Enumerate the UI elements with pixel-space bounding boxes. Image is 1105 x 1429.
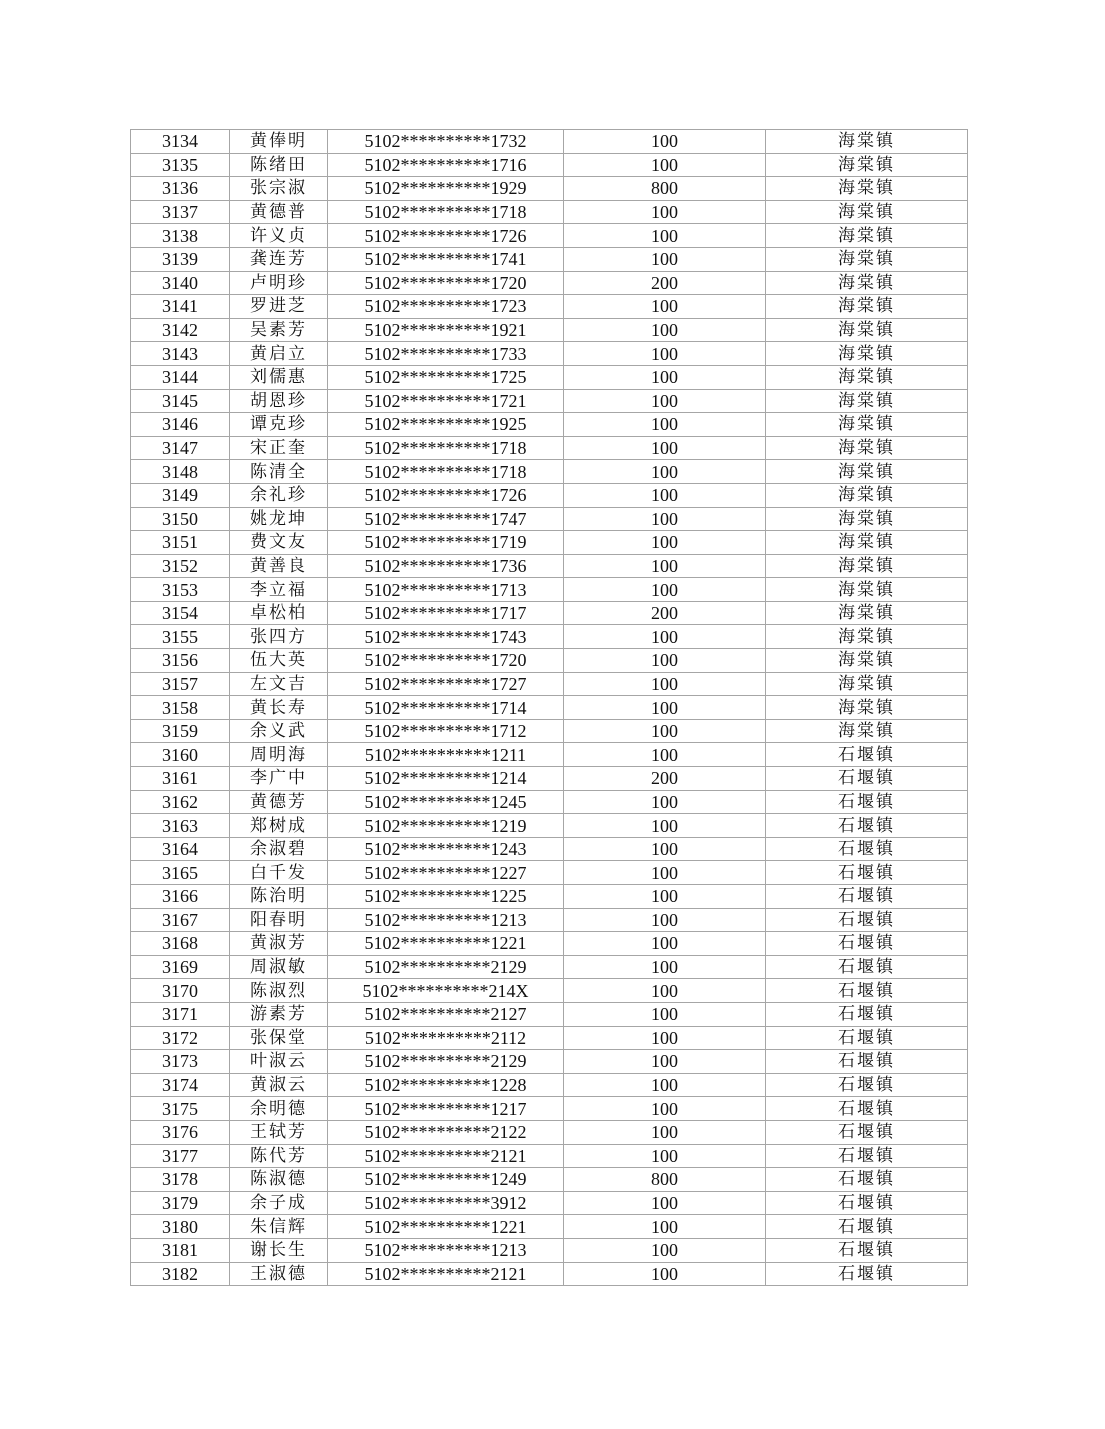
row-number-cell: 3139 <box>131 247 230 271</box>
row-number-cell: 3168 <box>131 932 230 956</box>
amount-cell: 100 <box>564 979 766 1003</box>
row-number-cell: 3156 <box>131 649 230 673</box>
row-number-cell: 3182 <box>131 1262 230 1286</box>
town-cell: 海棠镇 <box>766 177 968 201</box>
row-number-cell: 3162 <box>131 790 230 814</box>
table-row <box>131 625 968 649</box>
row-number-cell: 3172 <box>131 1026 230 1050</box>
town-cell: 海棠镇 <box>766 672 968 696</box>
row-number-cell: 3164 <box>131 837 230 861</box>
name-cell: 费文友 <box>230 531 328 555</box>
id-number-cell: 5102**********1227 <box>328 861 564 885</box>
town-cell: 石堰镇 <box>766 1191 968 1215</box>
row-number-cell: 3177 <box>131 1144 230 1168</box>
name-cell: 黄俸明 <box>230 130 328 154</box>
amount-cell: 100 <box>564 365 766 389</box>
amount-cell: 100 <box>564 672 766 696</box>
table-row <box>131 837 968 861</box>
table-row <box>131 649 968 673</box>
row-number-cell: 3159 <box>131 719 230 743</box>
id-number-cell: 5102**********1213 <box>328 1238 564 1262</box>
row-number-cell: 3144 <box>131 365 230 389</box>
row-number-cell: 3138 <box>131 224 230 248</box>
amount-cell: 100 <box>564 460 766 484</box>
town-cell: 石堰镇 <box>766 1238 968 1262</box>
table-row <box>131 1002 968 1026</box>
table-row <box>131 979 968 1003</box>
table-row <box>131 365 968 389</box>
name-cell: 余子成 <box>230 1191 328 1215</box>
row-number-cell: 3165 <box>131 861 230 885</box>
table-row <box>131 1191 968 1215</box>
id-number-cell: 5102**********1714 <box>328 696 564 720</box>
town-cell: 海棠镇 <box>766 531 968 555</box>
name-cell: 张宗淑 <box>230 177 328 201</box>
amount-cell: 100 <box>564 908 766 932</box>
id-number-cell: 5102**********1717 <box>328 601 564 625</box>
table-row <box>131 1238 968 1262</box>
row-number-cell: 3171 <box>131 1002 230 1026</box>
name-cell: 周明海 <box>230 743 328 767</box>
amount-cell: 800 <box>564 177 766 201</box>
name-cell: 阳春明 <box>230 908 328 932</box>
id-number-cell: 5102**********2112 <box>328 1026 564 1050</box>
table-row <box>131 790 968 814</box>
amount-cell: 100 <box>564 318 766 342</box>
amount-cell: 100 <box>564 1238 766 1262</box>
town-cell: 海棠镇 <box>766 247 968 271</box>
row-number-cell: 3152 <box>131 554 230 578</box>
id-number-cell: 5102**********1245 <box>328 790 564 814</box>
name-cell: 左文吉 <box>230 672 328 696</box>
amount-cell: 100 <box>564 153 766 177</box>
name-cell: 朱信辉 <box>230 1215 328 1239</box>
table-row <box>131 885 968 909</box>
row-number-cell: 3154 <box>131 601 230 625</box>
table-row <box>131 696 968 720</box>
amount-cell: 100 <box>564 696 766 720</box>
town-cell: 海棠镇 <box>766 365 968 389</box>
name-cell: 陈淑德 <box>230 1168 328 1192</box>
name-cell: 伍大英 <box>230 649 328 673</box>
table-row <box>131 1262 968 1286</box>
town-cell: 海棠镇 <box>766 554 968 578</box>
town-cell: 石堰镇 <box>766 955 968 979</box>
row-number-cell: 3150 <box>131 507 230 531</box>
amount-cell: 100 <box>564 130 766 154</box>
id-number-cell: 5102**********1719 <box>328 531 564 555</box>
table-row <box>131 436 968 460</box>
name-cell: 吴素芳 <box>230 318 328 342</box>
table-row <box>131 413 968 437</box>
town-cell: 海棠镇 <box>766 625 968 649</box>
amount-cell: 100 <box>564 578 766 602</box>
table-row <box>131 342 968 366</box>
amount-cell: 100 <box>564 1050 766 1074</box>
id-number-cell: 5102**********1221 <box>328 1215 564 1239</box>
town-cell: 石堰镇 <box>766 979 968 1003</box>
amount-cell: 100 <box>564 247 766 271</box>
name-cell: 周淑敏 <box>230 955 328 979</box>
town-cell: 石堰镇 <box>766 1097 968 1121</box>
name-cell: 余明德 <box>230 1097 328 1121</box>
id-number-cell: 5102**********1243 <box>328 837 564 861</box>
id-number-cell: 5102**********1718 <box>328 436 564 460</box>
town-cell: 海棠镇 <box>766 601 968 625</box>
table-row <box>131 247 968 271</box>
town-cell: 海棠镇 <box>766 578 968 602</box>
name-cell: 陈绪田 <box>230 153 328 177</box>
name-cell: 黄长寿 <box>230 696 328 720</box>
amount-cell: 100 <box>564 1262 766 1286</box>
table-row <box>131 1144 968 1168</box>
amount-cell: 100 <box>564 885 766 909</box>
town-cell: 海棠镇 <box>766 342 968 366</box>
town-cell: 石堰镇 <box>766 908 968 932</box>
row-number-cell: 3155 <box>131 625 230 649</box>
id-number-cell: 5102**********1213 <box>328 908 564 932</box>
name-cell: 胡恩珍 <box>230 389 328 413</box>
id-number-cell: 5102**********1221 <box>328 932 564 956</box>
table-row <box>131 224 968 248</box>
id-number-cell: 5102**********1217 <box>328 1097 564 1121</box>
row-number-cell: 3166 <box>131 885 230 909</box>
row-number-cell: 3176 <box>131 1120 230 1144</box>
town-cell: 石堰镇 <box>766 1168 968 1192</box>
id-number-cell: 5102**********1718 <box>328 460 564 484</box>
name-cell: 李广中 <box>230 767 328 791</box>
table-row <box>131 908 968 932</box>
id-number-cell: 5102**********214X <box>328 979 564 1003</box>
table-row <box>131 460 968 484</box>
table-row <box>131 318 968 342</box>
table-row <box>131 672 968 696</box>
id-number-cell: 5102**********1716 <box>328 153 564 177</box>
town-cell: 海棠镇 <box>766 389 968 413</box>
amount-cell: 100 <box>564 955 766 979</box>
amount-cell: 100 <box>564 719 766 743</box>
id-number-cell: 5102**********1225 <box>328 885 564 909</box>
row-number-cell: 3170 <box>131 979 230 1003</box>
amount-cell: 100 <box>564 436 766 460</box>
town-cell: 石堰镇 <box>766 814 968 838</box>
name-cell: 余礼珍 <box>230 483 328 507</box>
table-row <box>131 295 968 319</box>
row-number-cell: 3153 <box>131 578 230 602</box>
name-cell: 黄善良 <box>230 554 328 578</box>
town-cell: 海棠镇 <box>766 696 968 720</box>
table-row <box>131 1026 968 1050</box>
id-number-cell: 5102**********1925 <box>328 413 564 437</box>
town-cell: 石堰镇 <box>766 885 968 909</box>
name-cell: 张保堂 <box>230 1026 328 1050</box>
table-row <box>131 719 968 743</box>
name-cell: 谢长生 <box>230 1238 328 1262</box>
amount-cell: 800 <box>564 1168 766 1192</box>
table-row <box>131 271 968 295</box>
town-cell: 海棠镇 <box>766 649 968 673</box>
id-number-cell: 5102**********1720 <box>328 649 564 673</box>
town-cell: 海棠镇 <box>766 200 968 224</box>
name-cell: 王轼芳 <box>230 1120 328 1144</box>
name-cell: 游素芳 <box>230 1002 328 1026</box>
row-number-cell: 3161 <box>131 767 230 791</box>
amount-cell: 100 <box>564 814 766 838</box>
row-number-cell: 3181 <box>131 1238 230 1262</box>
name-cell: 陈治明 <box>230 885 328 909</box>
town-cell: 海棠镇 <box>766 460 968 484</box>
name-cell: 张四方 <box>230 625 328 649</box>
table-row <box>131 1097 968 1121</box>
name-cell: 黄启立 <box>230 342 328 366</box>
amount-cell: 100 <box>564 224 766 248</box>
name-cell: 卓松柏 <box>230 601 328 625</box>
amount-cell: 100 <box>564 790 766 814</box>
town-cell: 石堰镇 <box>766 837 968 861</box>
row-number-cell: 3148 <box>131 460 230 484</box>
name-cell: 郑树成 <box>230 814 328 838</box>
name-cell: 李立福 <box>230 578 328 602</box>
id-number-cell: 5102**********1712 <box>328 719 564 743</box>
town-cell: 海棠镇 <box>766 318 968 342</box>
amount-cell: 100 <box>564 1073 766 1097</box>
table-row <box>131 601 968 625</box>
table-row <box>131 177 968 201</box>
id-number-cell: 5102**********1929 <box>328 177 564 201</box>
name-cell: 姚龙坤 <box>230 507 328 531</box>
id-number-cell: 5102**********2122 <box>328 1120 564 1144</box>
name-cell: 龚连芳 <box>230 247 328 271</box>
table-row <box>131 507 968 531</box>
town-cell: 石堰镇 <box>766 1215 968 1239</box>
id-number-cell: 5102**********2129 <box>328 1050 564 1074</box>
table-row <box>131 483 968 507</box>
town-cell: 海棠镇 <box>766 271 968 295</box>
row-number-cell: 3160 <box>131 743 230 767</box>
town-cell: 海棠镇 <box>766 483 968 507</box>
amount-cell: 100 <box>564 625 766 649</box>
name-cell: 黄德芳 <box>230 790 328 814</box>
town-cell: 石堰镇 <box>766 1073 968 1097</box>
row-number-cell: 3158 <box>131 696 230 720</box>
town-cell: 海棠镇 <box>766 413 968 437</box>
amount-cell: 100 <box>564 1026 766 1050</box>
row-number-cell: 3179 <box>131 1191 230 1215</box>
amount-cell: 100 <box>564 1002 766 1026</box>
id-number-cell: 5102**********1720 <box>328 271 564 295</box>
amount-cell: 100 <box>564 342 766 366</box>
amount-cell: 100 <box>564 200 766 224</box>
id-number-cell: 5102**********2121 <box>328 1262 564 1286</box>
id-number-cell: 5102**********1713 <box>328 578 564 602</box>
amount-cell: 100 <box>564 837 766 861</box>
amount-cell: 100 <box>564 1144 766 1168</box>
town-cell: 石堰镇 <box>766 1262 968 1286</box>
name-cell: 叶淑云 <box>230 1050 328 1074</box>
name-cell: 宋正奎 <box>230 436 328 460</box>
town-cell: 海棠镇 <box>766 436 968 460</box>
row-number-cell: 3142 <box>131 318 230 342</box>
town-cell: 石堰镇 <box>766 790 968 814</box>
table-row <box>131 743 968 767</box>
id-number-cell: 5102**********1736 <box>328 554 564 578</box>
town-cell: 石堰镇 <box>766 1120 968 1144</box>
roster-table <box>130 129 968 1286</box>
row-number-cell: 3135 <box>131 153 230 177</box>
row-number-cell: 3137 <box>131 200 230 224</box>
town-cell: 石堰镇 <box>766 932 968 956</box>
name-cell: 罗进芝 <box>230 295 328 319</box>
id-number-cell: 5102**********2129 <box>328 955 564 979</box>
table-row <box>131 1168 968 1192</box>
row-number-cell: 3141 <box>131 295 230 319</box>
name-cell: 黄德普 <box>230 200 328 224</box>
id-number-cell: 5102**********1214 <box>328 767 564 791</box>
amount-cell: 100 <box>564 1191 766 1215</box>
row-number-cell: 3163 <box>131 814 230 838</box>
town-cell: 海棠镇 <box>766 224 968 248</box>
id-number-cell: 5102**********3912 <box>328 1191 564 1215</box>
row-number-cell: 3180 <box>131 1215 230 1239</box>
row-number-cell: 3174 <box>131 1073 230 1097</box>
amount-cell: 100 <box>564 1120 766 1144</box>
table-row <box>131 200 968 224</box>
name-cell: 陈淑烈 <box>230 979 328 1003</box>
id-number-cell: 5102**********1723 <box>328 295 564 319</box>
table-row <box>131 130 968 154</box>
row-number-cell: 3145 <box>131 389 230 413</box>
amount-cell: 100 <box>564 932 766 956</box>
row-number-cell: 3134 <box>131 130 230 154</box>
row-number-cell: 3151 <box>131 531 230 555</box>
table-row <box>131 1120 968 1144</box>
id-number-cell: 5102**********1726 <box>328 224 564 248</box>
row-number-cell: 3147 <box>131 436 230 460</box>
row-number-cell: 3175 <box>131 1097 230 1121</box>
id-number-cell: 5102**********1725 <box>328 365 564 389</box>
id-number-cell: 5102**********1741 <box>328 247 564 271</box>
id-number-cell: 5102**********1228 <box>328 1073 564 1097</box>
name-cell: 黄淑芳 <box>230 932 328 956</box>
name-cell: 许义贞 <box>230 224 328 248</box>
town-cell: 石堰镇 <box>766 743 968 767</box>
town-cell: 石堰镇 <box>766 1002 968 1026</box>
id-number-cell: 5102**********1733 <box>328 342 564 366</box>
id-number-cell: 5102**********1747 <box>328 507 564 531</box>
town-cell: 海棠镇 <box>766 719 968 743</box>
row-number-cell: 3149 <box>131 483 230 507</box>
amount-cell: 100 <box>564 389 766 413</box>
table-row <box>131 814 968 838</box>
name-cell: 白千发 <box>230 861 328 885</box>
table-row <box>131 861 968 885</box>
id-number-cell: 5102**********1718 <box>328 200 564 224</box>
amount-cell: 200 <box>564 767 766 791</box>
town-cell: 海棠镇 <box>766 153 968 177</box>
id-number-cell: 5102**********1743 <box>328 625 564 649</box>
name-cell: 刘儒惠 <box>230 365 328 389</box>
amount-cell: 100 <box>564 743 766 767</box>
amount-cell: 100 <box>564 483 766 507</box>
amount-cell: 100 <box>564 861 766 885</box>
town-cell: 石堰镇 <box>766 861 968 885</box>
row-number-cell: 3146 <box>131 413 230 437</box>
id-number-cell: 5102**********1732 <box>328 130 564 154</box>
row-number-cell: 3157 <box>131 672 230 696</box>
amount-cell: 100 <box>564 507 766 531</box>
row-number-cell: 3167 <box>131 908 230 932</box>
table-row <box>131 1073 968 1097</box>
amount-cell: 100 <box>564 649 766 673</box>
row-number-cell: 3173 <box>131 1050 230 1074</box>
amount-cell: 100 <box>564 295 766 319</box>
town-cell: 石堰镇 <box>766 1144 968 1168</box>
name-cell: 卢明珍 <box>230 271 328 295</box>
id-number-cell: 5102**********2127 <box>328 1002 564 1026</box>
town-cell: 石堰镇 <box>766 1026 968 1050</box>
id-number-cell: 5102**********2121 <box>328 1144 564 1168</box>
town-cell: 石堰镇 <box>766 767 968 791</box>
town-cell: 海棠镇 <box>766 295 968 319</box>
row-number-cell: 3136 <box>131 177 230 201</box>
table-row <box>131 932 968 956</box>
amount-cell: 200 <box>564 601 766 625</box>
id-number-cell: 5102**********1721 <box>328 389 564 413</box>
name-cell: 谭克珍 <box>230 413 328 437</box>
table-row <box>131 153 968 177</box>
table-row <box>131 1050 968 1074</box>
id-number-cell: 5102**********1249 <box>328 1168 564 1192</box>
name-cell: 黄淑云 <box>230 1073 328 1097</box>
table-row <box>131 554 968 578</box>
table-row <box>131 1215 968 1239</box>
roster-table-body <box>131 130 968 1286</box>
town-cell: 海棠镇 <box>766 507 968 531</box>
amount-cell: 100 <box>564 1097 766 1121</box>
id-number-cell: 5102**********1726 <box>328 483 564 507</box>
id-number-cell: 5102**********1727 <box>328 672 564 696</box>
name-cell: 陈代芳 <box>230 1144 328 1168</box>
name-cell: 陈清全 <box>230 460 328 484</box>
table-row <box>131 767 968 791</box>
amount-cell: 100 <box>564 413 766 437</box>
row-number-cell: 3140 <box>131 271 230 295</box>
amount-cell: 200 <box>564 271 766 295</box>
id-number-cell: 5102**********1921 <box>328 318 564 342</box>
id-number-cell: 5102**********1219 <box>328 814 564 838</box>
amount-cell: 100 <box>564 531 766 555</box>
table-row <box>131 531 968 555</box>
row-number-cell: 3178 <box>131 1168 230 1192</box>
table-row <box>131 389 968 413</box>
amount-cell: 100 <box>564 1215 766 1239</box>
amount-cell: 100 <box>564 554 766 578</box>
table-row <box>131 955 968 979</box>
name-cell: 王淑德 <box>230 1262 328 1286</box>
row-number-cell: 3169 <box>131 955 230 979</box>
row-number-cell: 3143 <box>131 342 230 366</box>
id-number-cell: 5102**********1211 <box>328 743 564 767</box>
name-cell: 余义武 <box>230 719 328 743</box>
town-cell: 石堰镇 <box>766 1050 968 1074</box>
name-cell: 余淑碧 <box>230 837 328 861</box>
table-row <box>131 578 968 602</box>
town-cell: 海棠镇 <box>766 130 968 154</box>
